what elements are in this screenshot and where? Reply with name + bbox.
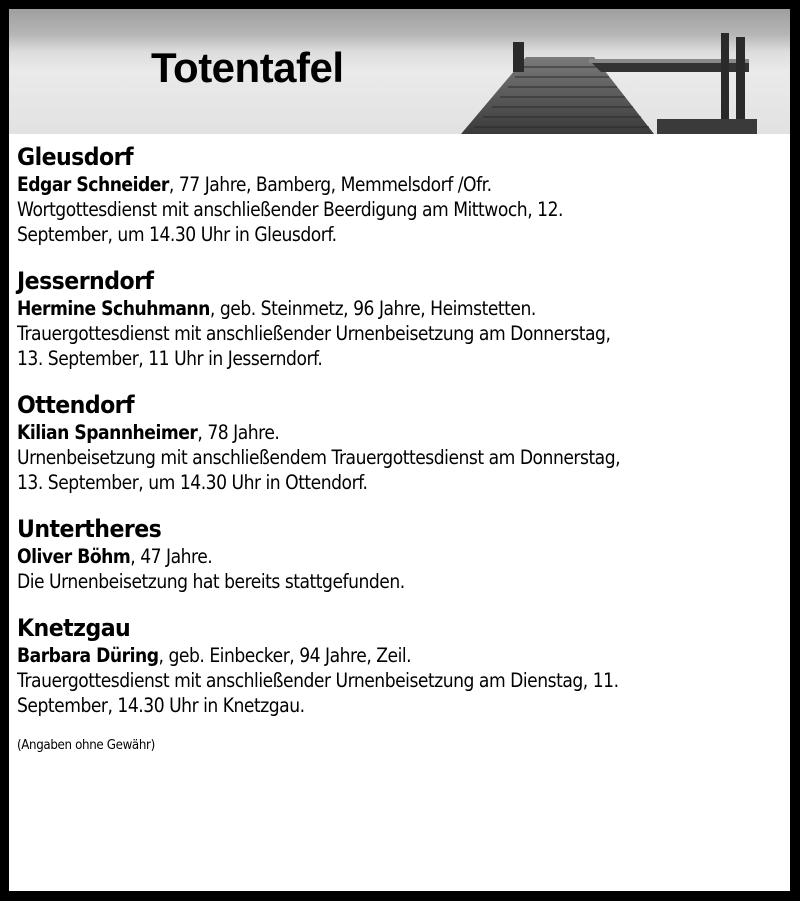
deceased-name: Hermine Schuhmann — [17, 297, 210, 320]
service-text: 13. September, um 14.30 Uhr in Ottendorf. — [17, 471, 368, 494]
service-text: Trauergottesdienst mit anschließender Urnenbeisetzung am Dienstag, 11. — [17, 669, 619, 692]
person-details: , 47 Jahre. — [130, 545, 213, 568]
deceased-name: Kilian Spannheimer — [17, 421, 198, 444]
service-text: Die Urnenbeisetzung hat bereits stattgefunden. — [17, 570, 405, 593]
header-banner — [9, 9, 790, 134]
obituary-entry — [17, 613, 790, 718]
person-line — [17, 420, 697, 445]
person-line — [17, 643, 697, 668]
person-line — [17, 172, 697, 197]
service-text: September, um 14.30 Uhr in Gleusdorf. — [17, 223, 337, 246]
disclaimer: (Angaben ohne Gewähr) — [17, 737, 155, 753]
obituary-entry — [17, 390, 790, 495]
service-text: Urnenbeisetzung mit anschließendem Trauergottesdienst am Donnerstag, — [17, 446, 621, 469]
service-text: Trauergottesdienst mit anschließender Urnenbeisetzung am Donnerstag, — [17, 322, 611, 345]
deceased-name: Barbara Düring — [17, 644, 159, 667]
obituary-panel — [9, 9, 790, 891]
service-text: 13. September, 11 Uhr in Jesserndorf. — [17, 347, 323, 370]
service-text: September, 14.30 Uhr in Knetzgau. — [17, 694, 305, 717]
person-details: , 77 Jahre, Bamberg, Memmelsdorf /Ofr. — [168, 173, 492, 196]
person-details: , geb. Steinmetz, 96 Jahre, Heimstetten. — [209, 297, 536, 320]
person-details: , 78 Jahre. — [197, 421, 280, 444]
deceased-name: Oliver Böhm — [17, 545, 131, 568]
place-heading: Knetzgau — [17, 614, 131, 642]
obituary-entry — [17, 142, 790, 247]
deceased-name: Edgar Schneider — [17, 173, 169, 196]
place-heading: Ottendorf — [17, 391, 135, 419]
person-details: , geb. Einbecker, 94 Jahre, Zeil. — [158, 644, 412, 667]
person-line — [17, 544, 697, 569]
page-title: Totentafel — [151, 44, 344, 91]
person-line — [17, 296, 697, 321]
pier-photo-icon — [9, 9, 790, 134]
obituary-entry — [17, 514, 790, 594]
obituary-list — [9, 134, 790, 753]
obituary-entry — [17, 266, 790, 371]
place-heading: Jesserndorf — [17, 267, 154, 295]
place-heading: Untertheres — [17, 515, 162, 543]
service-text: Wortgottesdienst mit anschließender Beerdigung am Mittwoch, 12. — [17, 198, 563, 221]
place-heading: Gleusdorf — [17, 143, 134, 171]
